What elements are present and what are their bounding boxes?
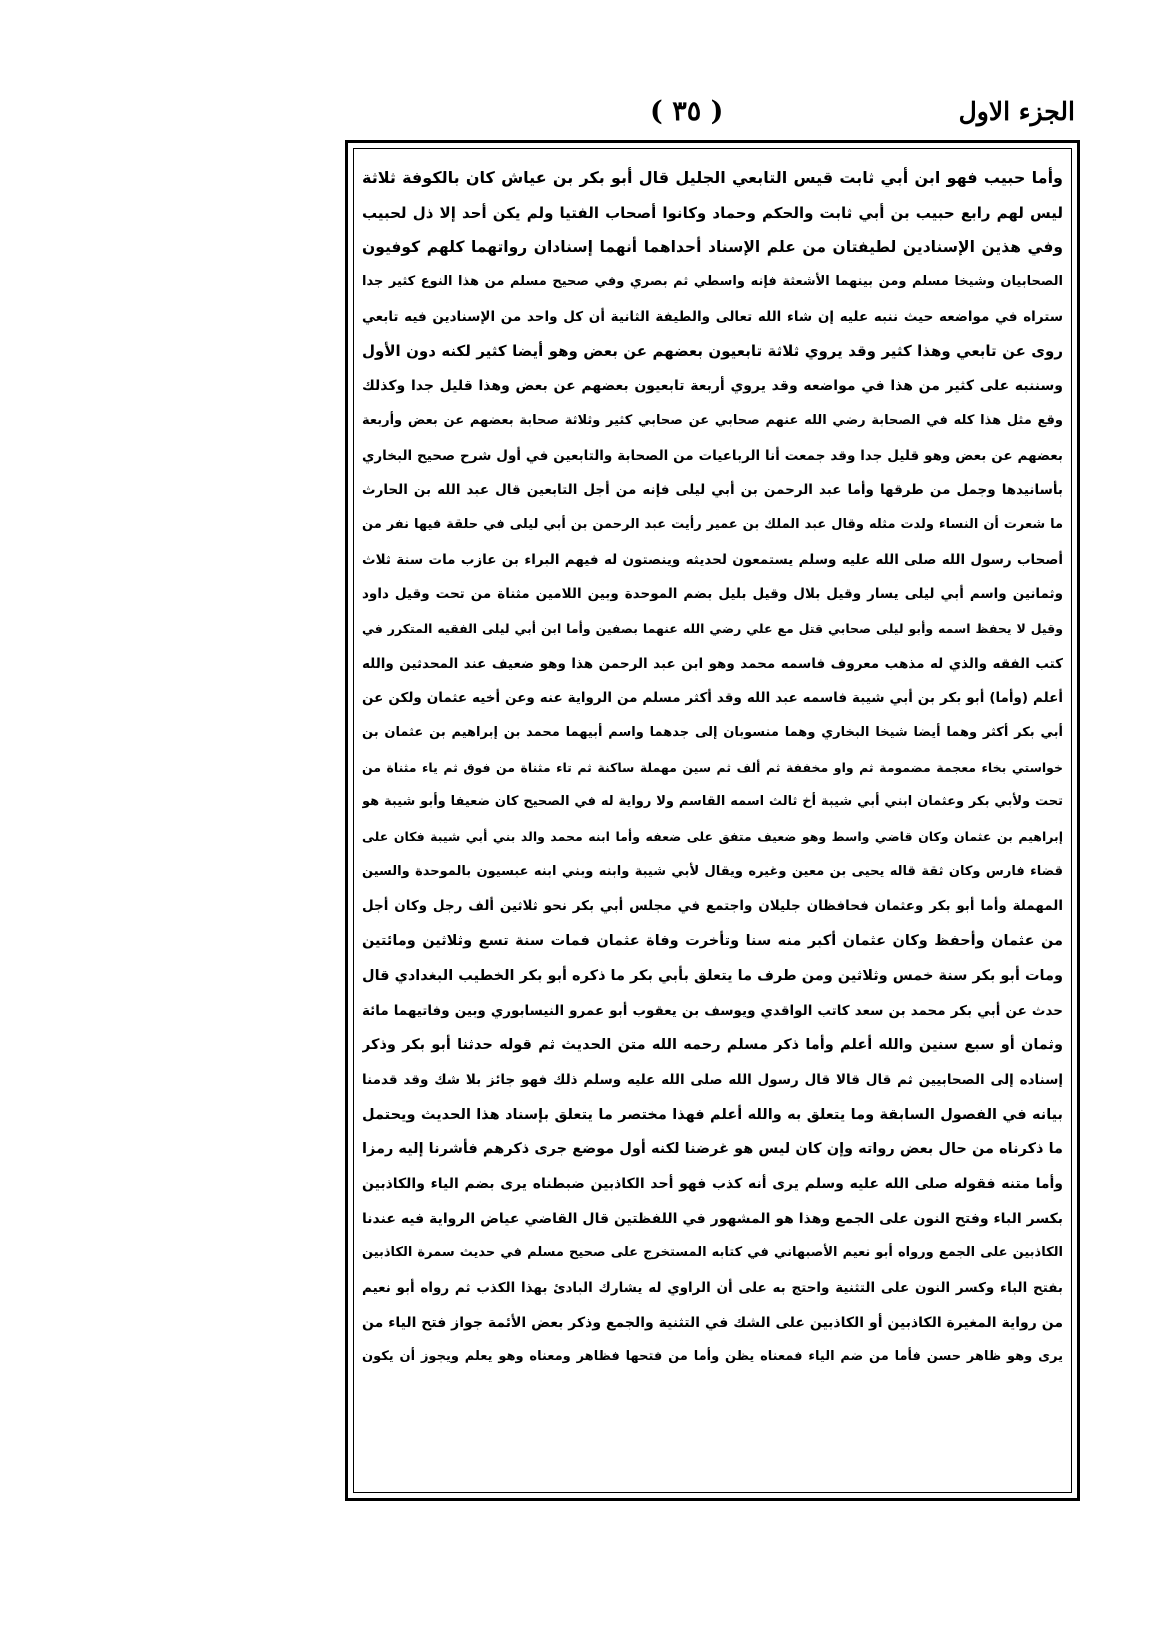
text-line: بكسر الباء وفتح النون على الجمع وهذا هو المشهور في اللفظتين قال القاضي عياض الرواية فيه عندنا <box>362 1210 1063 1227</box>
text-line: أعلم (وأما) أبو بكر بن أبي شيبة فاسمه عبد الله وقد أكثر مسلم من الرواية عنه وعن أخيه عثمان ولكن عن <box>362 690 1063 707</box>
text-line: أصحاب رسول الله صلى الله عليه وسلم يستمعون لحديثه وينصتون له فيهم البراء بن عازب مات سنة ثلاث <box>362 551 1063 568</box>
text-line: الصحابيان وشيخا مسلم ومن بينهما الأشعثة فإنه واسطي ثم بصري وفي صحيح مسلم من هذا النوع كثير جدا <box>362 274 1063 290</box>
text-line: وقيل لا يحفظ اسمه وأبو ليلى صحابي قتل مع علي رضي الله عنهما بصفين وأما ابن أبي ليلى الفقيه المتكرر في <box>362 620 1063 636</box>
text-line: من عثمان وأحفظ وكان عثمان أكبر منه سنا وتأخرت وفاة عثمان فمات سنة تسع وثلاثين ومائتين <box>362 933 1063 950</box>
text-line: المهملة وأما أبو بكر وعثمان فحافظان جليلان واجتمع في مجلس أبي بكر نحو ثلاثين ألف رجل وكان أجل <box>362 898 1063 915</box>
text-line: وقع مثل هذا كله في الصحابة رضي الله عنهم صحابي عن صحابي كثير وثلاثة صحابة بعضهم عن بعض وأربعة <box>362 412 1063 428</box>
text-line: وفي هذين الإسنادين لطيفتان من علم الإسناد أحداهما أنهما إسنادان رواتهما كلهم كوفيون <box>362 238 1063 257</box>
text-line: من رواية المغيرة الكاذبين أو الكاذبين على الشك في التثنية والجمع وذكر بعض الأئمة جواز فتح الياء من <box>362 1314 1063 1331</box>
text-line: بيانه في الفصول السابقة وما يتعلق به والله أعلم فهذا مختصر ما يتعلق بإسناد هذا الحديث ويحتمل <box>362 1106 1063 1123</box>
page-header <box>345 92 1075 132</box>
text-frame <box>345 140 1080 1501</box>
text-line: بعضهم عن بعض وهو قليل جدا وقد جمعت أنا الرباعيات من الصحابة والتابعين في أول شرح صحيح البخاري <box>362 447 1063 464</box>
text-line: ستراه في مواضعه حيث ننبه عليه إن شاء الله تعالى والطيفة الثانية أن كل واحد من الإسنادين فيه تابعي <box>362 308 1063 325</box>
text-line: وثمانين واسم أبي ليلى يسار وقيل بلال وقيل بليل بضم الموحدة وبين اللامين مثناة من تحت وقيل داود <box>362 586 1063 603</box>
part-title: الجزء الاول <box>958 97 1075 126</box>
text-line: قضاء فارس وكان ثقة قاله يحيى بن معين وغيره ويقال لأبي شيبة وابنه وبني ابنه عبسيون بالموحدة والسين <box>362 863 1063 879</box>
text-line: وسننبه على كثير من هذا في مواضعه وقد يروي أربعة تابعيون بعضهم عن بعض وهذا قليل جدا وكذلك <box>362 378 1063 395</box>
text-line: كتب الفقه والذي له مذهب معروف فاسمه محمد وهو ابن عبد الرحمن هذا وهو ضعيف عند المحدثين والله <box>362 655 1063 672</box>
text-line: وثمان أو سبع سنين والله أعلم وأما ذكر مسلم رحمه الله متن الحديث ثم قوله حدثنا أبو بكر وذكر <box>362 1037 1063 1054</box>
text-line: إبراهيم بن عثمان وكان قاضي واسط وهو ضعيف متفق على ضعفه وأما ابنه محمد والد بني أبي شيبة فكان على <box>362 829 1063 845</box>
text-line: ما ذكرناه من حال بعض رواته وإن كان ليس هو غرضنا لكنه أول موضع جرى ذكرهم فأشرنا إليه رمزا <box>362 1141 1063 1158</box>
text-line: أبي بكر أكثر وهما أيضا شيخا البخاري وهما منسوبان إلى جدهما واسم أبيهما محمد بن إبراهيم بن عثمان بن <box>362 725 1063 740</box>
text-line: وأما حبيب فهو ابن أبي ثابت قيس التابعي الجليل قال أبو بكر بن عياش كان بالكوفة ثلاثة <box>362 168 1063 187</box>
text-line: بأسانيدها وجمل من طرقها وأما عبد الرحمن بن أبي ليلى فإنه من أجل التابعين قال عبد الله بن الحارث <box>362 482 1063 499</box>
text-line: خواستي بخاء معجمة مضمومة ثم واو مخففة ثم ألف ثم سين مهملة ساكنة ثم تاء مثناة من فوق ثم ياء مثناة من <box>362 759 1063 775</box>
text-line: الكاذبين على الجمع ورواه أبو نعيم الأصبهاني في كتابه المستخرج على صحيح مسلم في حديث سمرة الكاذبين <box>362 1245 1063 1261</box>
text-line: يرى وهو ظاهر حسن فأما من ضم الياء فمعناه يظن وأما من فتحها فظاهر ومعناه وهو يعلم ويجوز أن يكون <box>362 1349 1063 1365</box>
text-line: ما شعرت أن النساء ولدت مثله وقال عبد الملك بن عمير رأيت عبد الرحمن بن أبي ليلى في حلقة فيها نفر من <box>362 516 1063 532</box>
text-line: تحت ولأبي بكر وعثمان ابني أبي شيبة أخ ثالث اسمه القاسم ولا رواية له في الصحيح كان ضعيفا وأبو شيبة هو <box>362 794 1063 810</box>
text-line: روى عن تابعي وهذا كثير وقد يروي ثلاثة تابعيون بعضهم عن بعض وهو أيضا كثير لكنه دون الأول <box>362 342 1063 361</box>
text-line: ومات أبو بكر سنة خمس وثلاثين ومن طرف ما يتعلق بأبي بكر ما ذكره أبو بكر الخطيب البغدادي قال <box>362 967 1063 984</box>
text-line: وأما متنه فقوله صلى الله عليه وسلم يرى أنه كذب فهو أحد الكاذبين ضبطناه يرى بضم الياء والكاذبين <box>362 1175 1063 1192</box>
text-line: حدث عن أبي بكر محمد بن سعد كاتب الواقدي ويوسف بن يعقوب أبو عمرو النيسابوري وبين وفاتيهما مائة <box>362 1002 1063 1019</box>
main-text <box>362 161 1063 1375</box>
text-line: إسناده إلى الصحابيين ثم قال قالا قال رسول الله صلى الله عليه وسلم ذلك فهو جائز بلا شك وقد قدمنا <box>362 1071 1063 1088</box>
page-number: ( ٣٥ ) <box>650 96 724 127</box>
text-line: ليس لهم رابع حبيب بن أبي ثابت والحكم وحماد وكانوا أصحاب الفتيا ولم يكن أحد إلا ذل لحبيب <box>362 203 1063 222</box>
text-line: بفتح الباء وكسر النون على التثنية واحتج به على أن الراوي له يشارك البادئ بهذا الكذب ثم رواه أبو نعيم <box>362 1280 1063 1296</box>
